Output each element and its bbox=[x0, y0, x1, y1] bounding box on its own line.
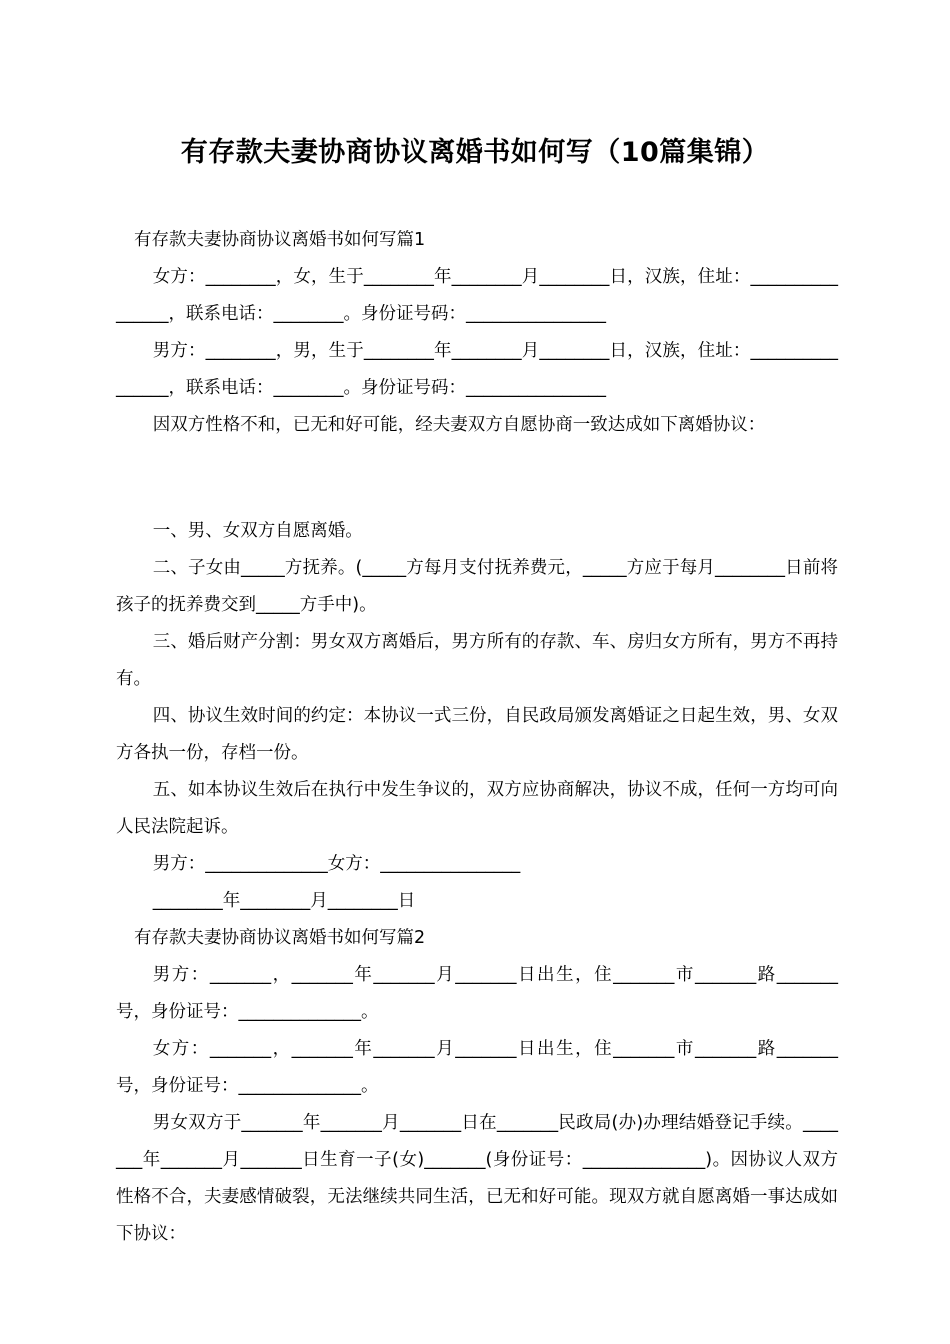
paragraph-spacer bbox=[116, 460, 838, 497]
paragraph: 因双方性格不和，已无和好可能，经夫妻双方自愿协商一致达成如下离婚协议： bbox=[152, 415, 766, 435]
paragraph: 男方：_______，_______年_______月_______日出生，住_______市_______路_______号，身份证号：______________。 bbox=[116, 965, 838, 1022]
paragraph: 五、如本协议生效后在执行中发生争议的，双方应协商解决，协议不成，任何一方均可向人民法院起诉。 bbox=[116, 780, 838, 837]
document-body bbox=[116, 222, 838, 1253]
paragraph: ________年________月________日 bbox=[152, 891, 416, 911]
section-heading: 有存款夫妻协商协议离婚书如何写篇2 bbox=[134, 928, 426, 948]
paragraph: 男女双方于_______年_______月_______日在_______民政局(办)办理结婚登记手续。_______年_______月_______日生育一子(女)_______(身份证号：______________)。因协议人双方性格不合，夫妻感情破裂，无法继续共同生活，已无和好可能。现双方就自愿离婚一事达成如下协议： bbox=[116, 1113, 838, 1244]
paragraph: 四、协议生效时间的约定：本协议一式三份，自民政局颁发离婚证之日起生效，男、女双方各执一份，存档一份。 bbox=[116, 706, 838, 763]
paragraph: 三、婚后财产分割：男女双方离婚后，男方所有的存款、车、房归女方所有，男方不再持有。 bbox=[116, 632, 838, 689]
section-heading: 有存款夫妻协商协议离婚书如何写篇1 bbox=[134, 230, 426, 250]
paragraph: 一、男、女双方自愿离婚。 bbox=[152, 521, 363, 541]
paragraph: 男方：________，男，生于________年________月________日，汉族，住址：________________，联系电话：________。身份证号码：________________ bbox=[116, 341, 838, 398]
paragraph: 女方：________，女，生于________年________月________日，汉族，住址：________________，联系电话：________。身份证号码：________________ bbox=[116, 267, 838, 324]
paragraph: 男方：______________女方：________________ bbox=[152, 854, 521, 874]
paragraph: 二、子女由_____方抚养。(_____方每月支付抚养费元，_____方应于每月________日前将孩子的抚养费交到_____方手中)。 bbox=[116, 558, 838, 615]
document-title: 有存款夫妻协商协议离婚书如何写（10篇集锦） bbox=[180, 137, 770, 168]
paragraph: 女方：_______，_______年_______月_______日出生，住_______市_______路_______号，身份证号：______________。 bbox=[116, 1039, 838, 1096]
